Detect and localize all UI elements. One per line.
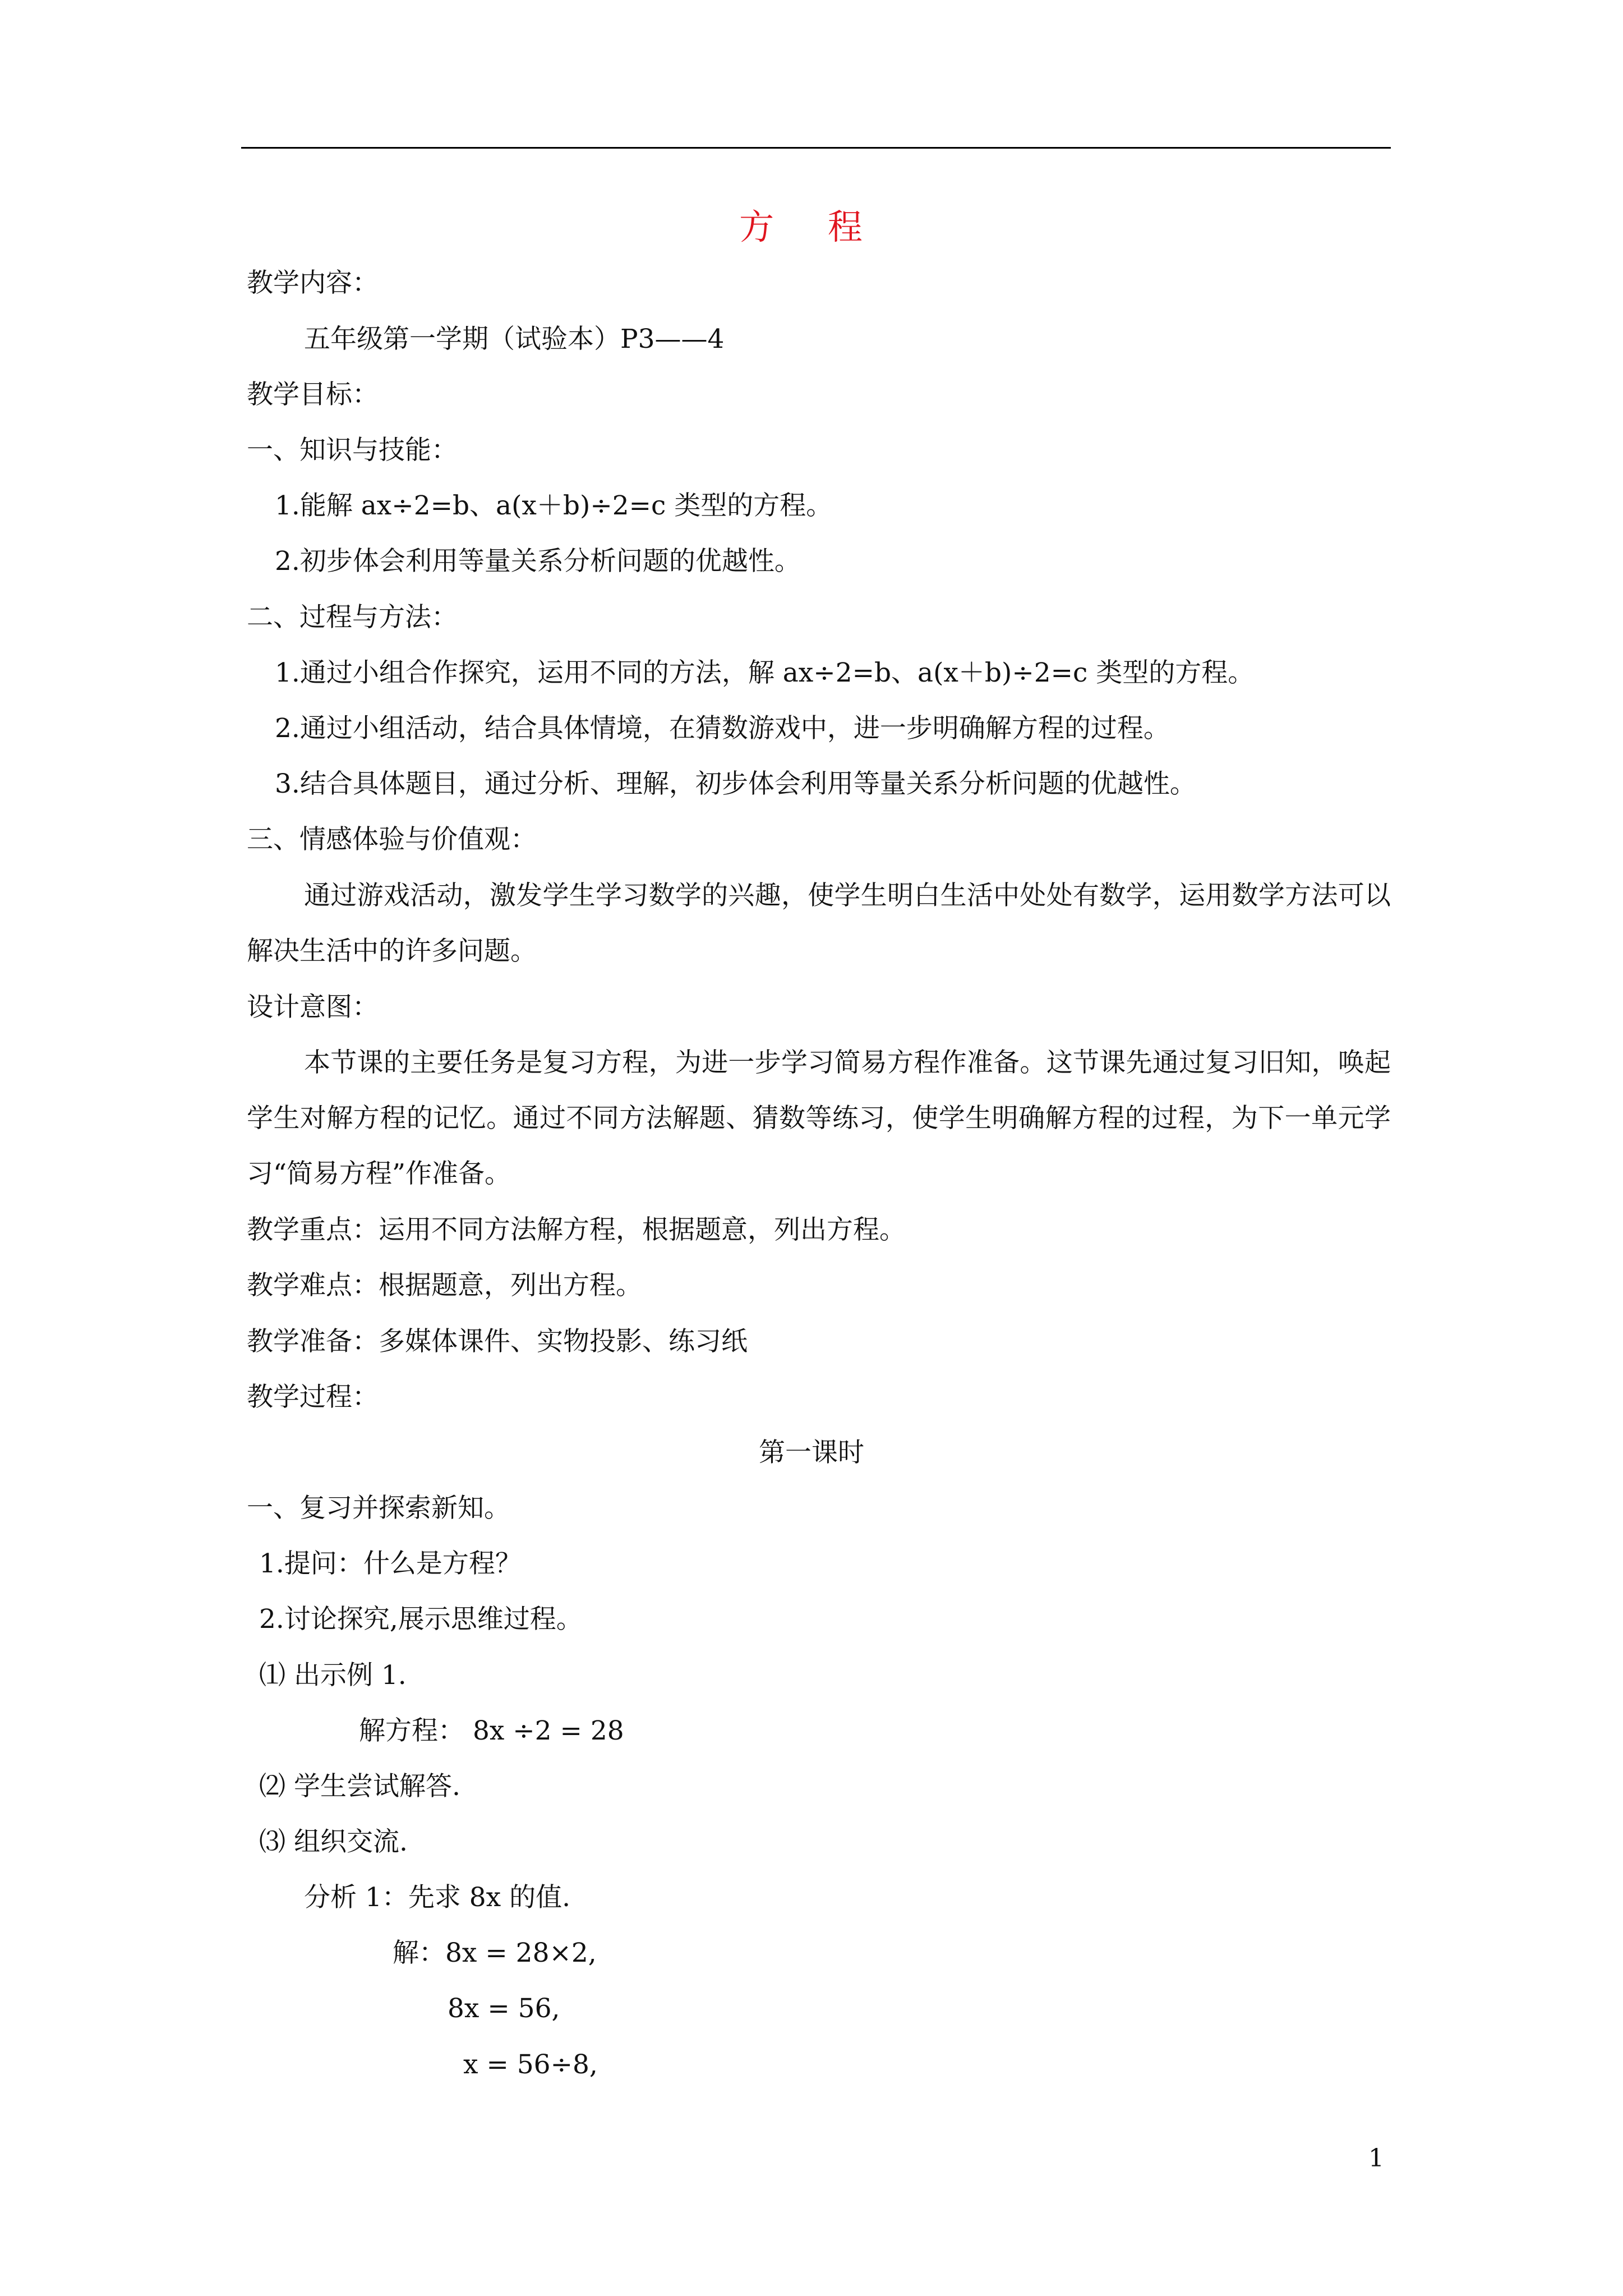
goal2-item: 2.通过小组活动，结合具体情境，在猜数游戏中，进一步明确解方程的过程。	[275, 713, 1170, 744]
goal3-paragraph: 通过游戏活动，激发学生学习数学的兴趣，使学生明白生活中处处有数学，运用数学方法可以解决生活中的许多问题。	[247, 880, 1391, 967]
design-label: 设计意图：	[247, 992, 379, 1023]
preparation: 教学准备：多媒体课件、实物投影、练习纸	[247, 1326, 748, 1357]
content-label: 教学内容：	[247, 268, 379, 298]
page-title: 方 程	[739, 206, 884, 247]
goal1-item: 1.能解 ax÷2=b、a(x＋b)÷2=c 类型的方程。	[275, 490, 833, 521]
section1-heading: 一、复习并探索新知。	[247, 1493, 510, 1524]
lesson-title: 第一课时	[759, 1437, 864, 1468]
goal2-item: 1.通过小组合作探究，运用不同的方法，解 ax÷2=b、a(x＋b)÷2=c 类型的方程。	[275, 657, 1255, 688]
question-2: 2.讨论探究,展示思维过程。	[259, 1604, 583, 1635]
question-1: 1.提问：什么是方程？	[259, 1548, 522, 1579]
analysis-1: 分析 1：先求 8x 的值.	[304, 1882, 571, 1913]
equation: 解方程： 8x ÷2 = 28	[359, 1715, 624, 1746]
header-rule	[241, 147, 1391, 149]
goal1-item: 2.初步体会利用等量关系分析问题的优越性。	[275, 546, 801, 577]
goal2-heading: 二、过程与方法：	[247, 602, 458, 633]
goal2-item: 3.结合具体题目，通过分析、理解，初步体会利用等量关系分析问题的优越性。	[275, 769, 1196, 799]
process-label: 教学过程：	[247, 1382, 379, 1412]
difficulty: 教学难点：根据题意，列出方程。	[247, 1270, 642, 1301]
step-show-example: ⑴ 出示例 1.	[259, 1660, 407, 1691]
key-point: 教学重点：运用不同方法解方程，根据题意，列出方程。	[247, 1214, 906, 1245]
goals-label: 教学目标：	[247, 379, 379, 410]
step-discussion: ⑶ 组织交流.	[259, 1826, 408, 1857]
solution-step: 解：8x = 28×2,	[393, 1938, 597, 1968]
page-number: 1	[1368, 2144, 1384, 2173]
content-text: 五年级第一学期（试验本）P3——4	[304, 324, 725, 355]
goal3-heading: 三、情感体验与价值观：	[247, 824, 537, 855]
solution-step: x = 56÷8,	[463, 2049, 598, 2080]
step-student-try: ⑵ 学生尝试解答.	[259, 1771, 460, 1802]
solution-step: 8x = 56,	[448, 1993, 560, 2024]
goal1-heading: 一、知识与技能：	[247, 435, 458, 466]
design-paragraph: 本节课的主要任务是复习方程，为进一步学习简易方程作准备。这节课先通过复习旧知，唤起学生对解方程的记忆。通过不同方法解题、猜数等练习，使学生明确解方程的过程，为下一单元学习“简易方程”作准备。	[247, 1047, 1391, 1189]
